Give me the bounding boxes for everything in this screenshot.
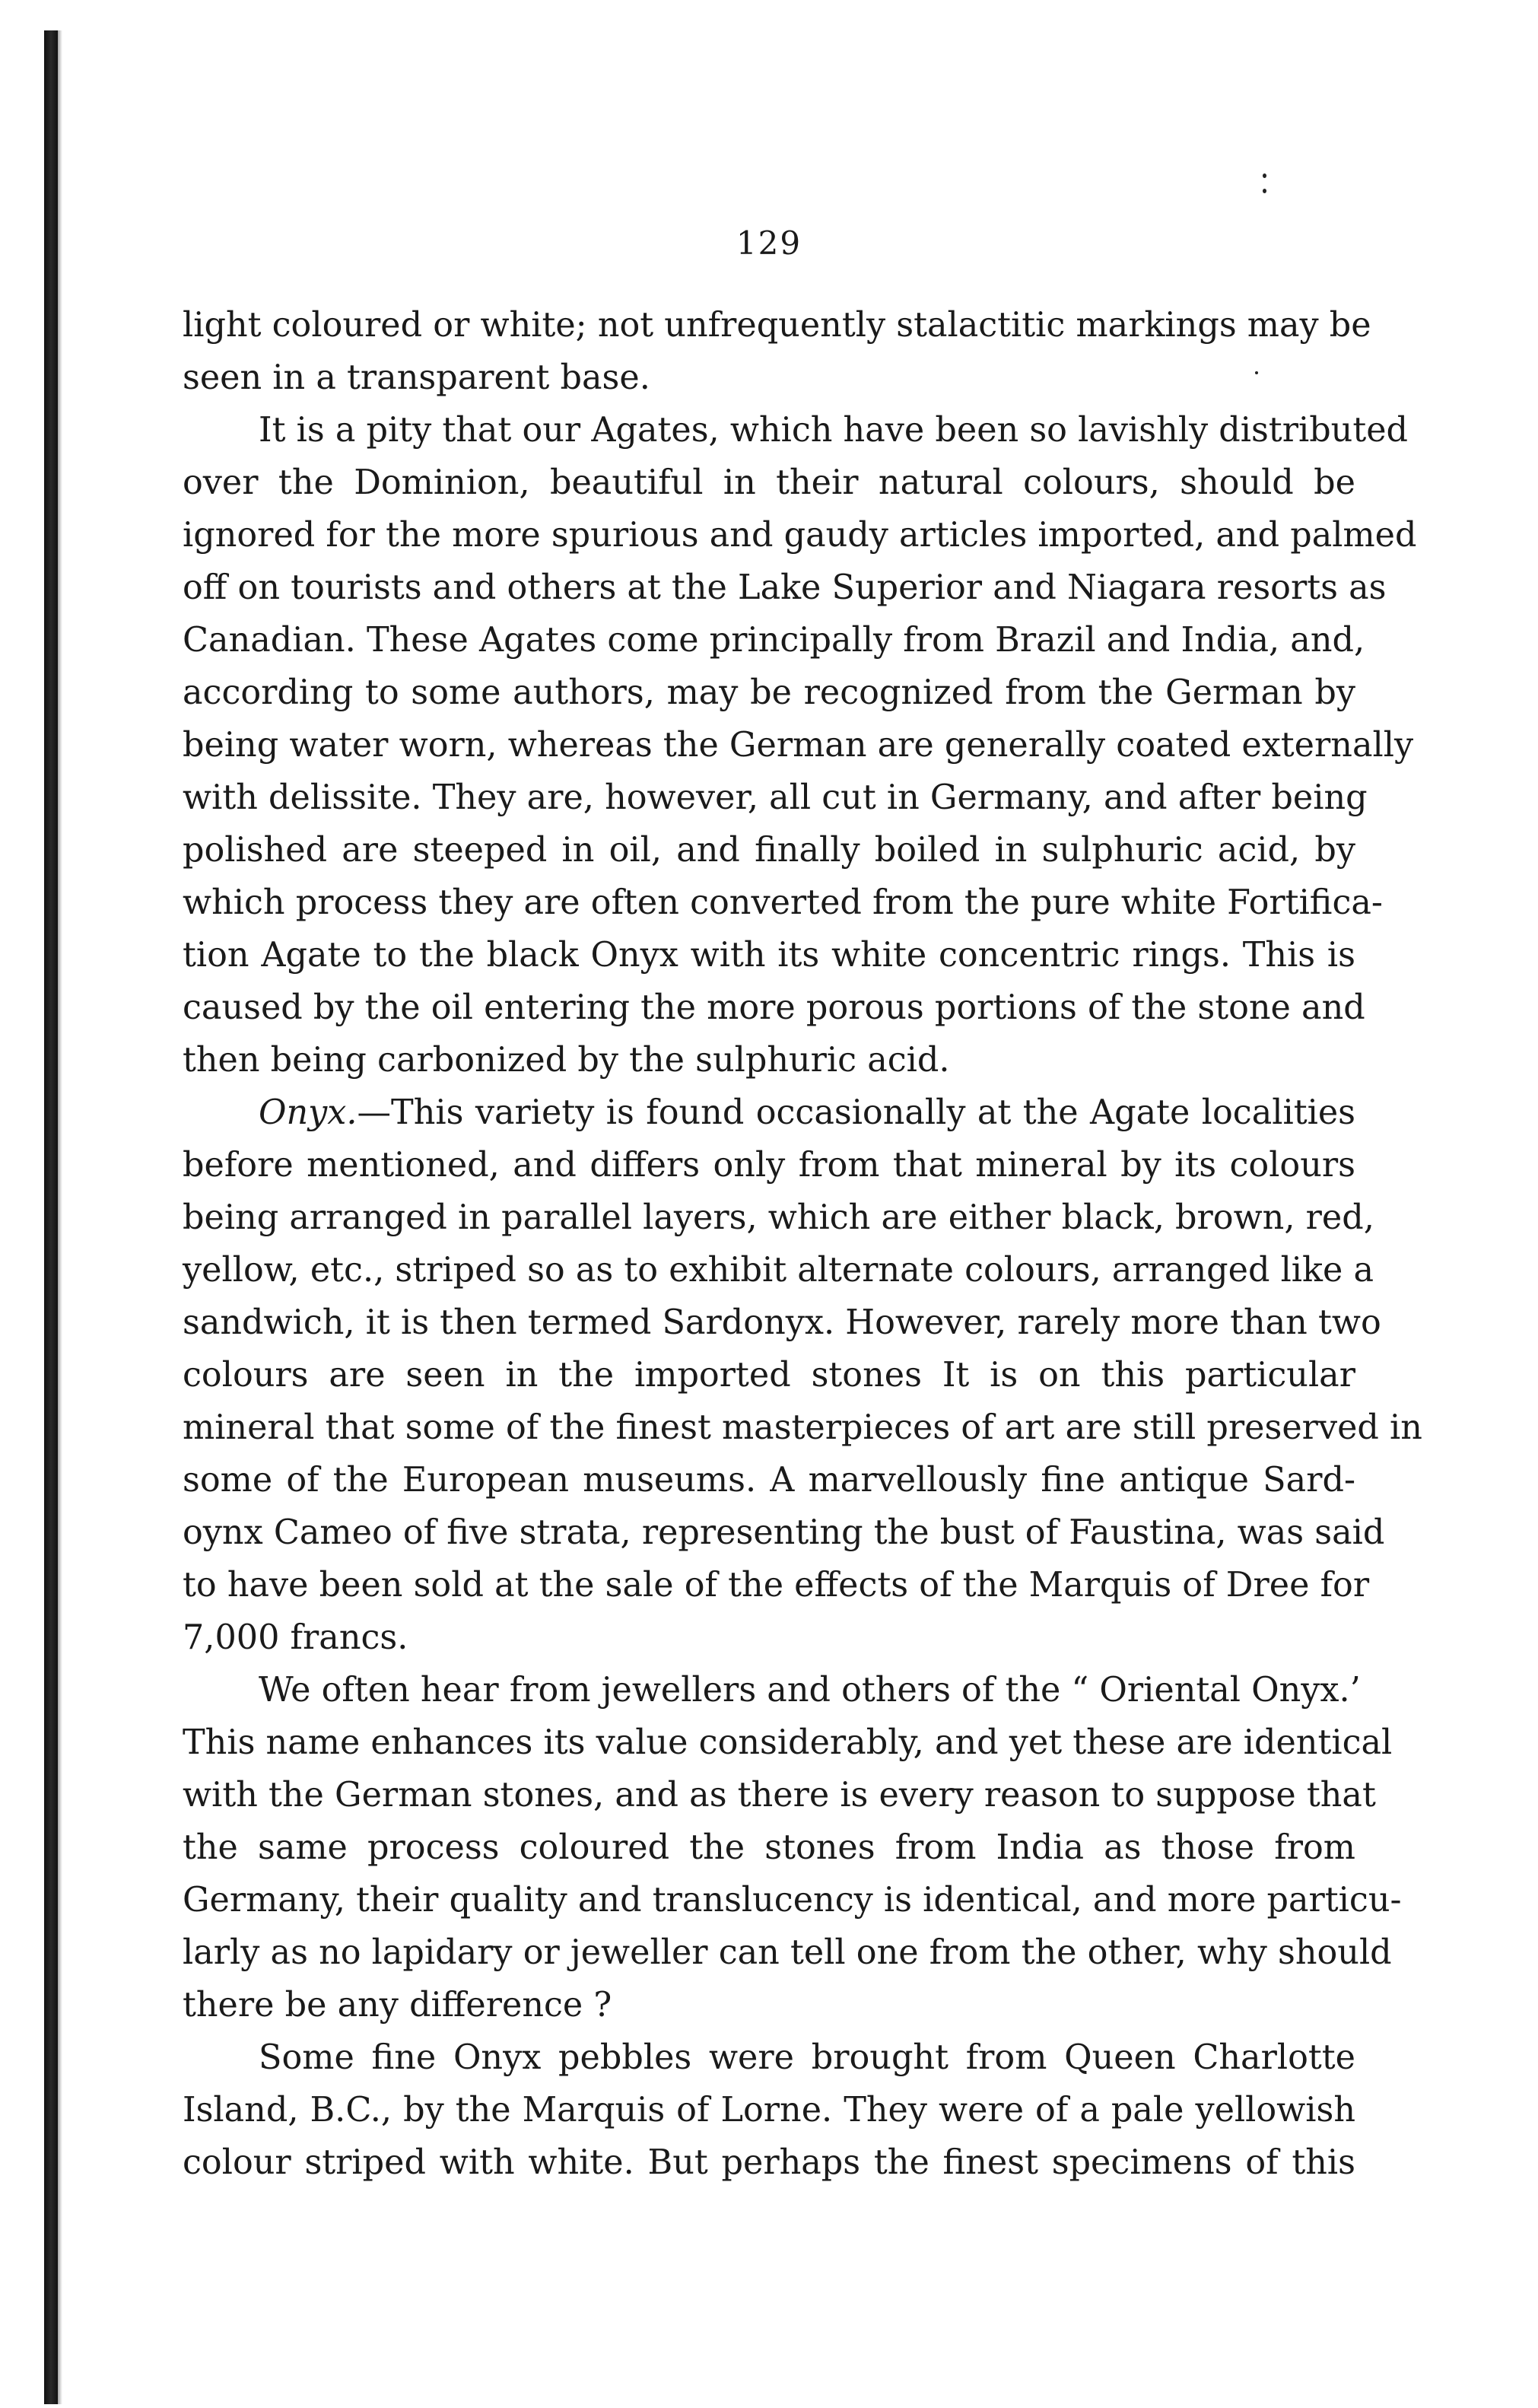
paragraph-oriental-onyx bbox=[183, 1664, 1402, 2031]
text-line bbox=[183, 1086, 1355, 1139]
text-line: Some fine Onyx pebbles were brought from Queen Charlotte bbox=[259, 2038, 1355, 2077]
text-line: being water worn, whereas the German are generally coated externally bbox=[183, 726, 1414, 765]
text-line: being arranged in parallel layers, which are either black, brown, red, bbox=[183, 1198, 1374, 1237]
text-line: Island, B.C., by the Marquis of Lorne. They were of a pale yellowish bbox=[183, 2091, 1355, 2130]
paragraph-agates bbox=[183, 404, 1417, 1086]
text-line: mineral that some of the finest masterpieces of art are still preserved in bbox=[183, 1408, 1422, 1447]
text-line: over the Dominion, beautiful in their natural colours, should be bbox=[183, 463, 1355, 502]
text-line: This name enhances its value considerably, and yet these are identical bbox=[183, 1723, 1393, 1762]
text-line: to have been sold at the sale of the effects of the Marquis of Dree for bbox=[183, 1566, 1370, 1605]
text-line: which process they are often converted from the pure white Fortifica- bbox=[183, 883, 1383, 922]
text-line: It is a pity that our Agates, which have been so lavishly distributed bbox=[259, 411, 1409, 450]
text-line: then being carbonized by the sulphuric acid. bbox=[183, 1041, 950, 1080]
text-line: with delissite. They are, however, all cut in Germany, and after being bbox=[183, 778, 1368, 817]
scan-binding-shadow bbox=[58, 30, 62, 2404]
section-lead-onyx: Onyx. bbox=[259, 1093, 357, 1132]
paragraph-continuation bbox=[183, 299, 1371, 404]
page-number: 129 bbox=[736, 224, 802, 262]
text-line: yellow, etc., striped so as to exhibit alternate colours, arranged like a bbox=[183, 1251, 1374, 1290]
text-line: with the German stones, and as there is every reason to suppose that bbox=[183, 1776, 1376, 1815]
text-line: off on tourists and others at the Lake Superior and Niagara resorts as bbox=[183, 568, 1387, 607]
text-line: colour striped with white. But perhaps the finest specimens of this bbox=[183, 2143, 1355, 2182]
text-line: according to some authors, may be recognized from the German by bbox=[183, 673, 1355, 712]
text-line: colours are seen in the imported stones It is on this particular bbox=[183, 1356, 1355, 1395]
scan-speck bbox=[1263, 189, 1266, 193]
text-line: there be any difference ? bbox=[183, 1986, 612, 2025]
text-line: Germany, their quality and translucency is identical, and more particu- bbox=[183, 1881, 1402, 1920]
text-line: before mentioned, and differs only from that mineral by its colours bbox=[183, 1146, 1355, 1185]
text-line: sandwich, it is then termed Sardonyx. However, rarely more than two bbox=[183, 1303, 1381, 1342]
text-line: the same process coloured the stones from India as those from bbox=[183, 1828, 1355, 1867]
text-line: some of the European museums. A marvellously fine antique Sard- bbox=[183, 1461, 1355, 1500]
scan-binding-edge bbox=[44, 30, 58, 2404]
paragraph-queen-charlotte bbox=[183, 2031, 1355, 2189]
scan-speck bbox=[1263, 173, 1266, 178]
text-line: seen in a transparent base. bbox=[183, 358, 650, 397]
text-line: caused by the oil entering the more porous portions of the stone and bbox=[183, 988, 1365, 1027]
text-line-rest: —This variety is found occasionally at the Agate localities bbox=[357, 1093, 1355, 1132]
page-body bbox=[183, 299, 1422, 2189]
text-line: light coloured or white; not unfrequently stalactitic markings may be bbox=[183, 306, 1371, 345]
text-line: Canadian. These Agates come principally from Brazil and India, and, bbox=[183, 621, 1365, 660]
text-line: 7,000 francs. bbox=[183, 1618, 408, 1657]
paragraph-onyx bbox=[183, 1086, 1422, 1664]
text-line: tion Agate to the black Onyx with its white concentric rings. This is bbox=[183, 936, 1355, 975]
text-line: larly as no lapidary or jeweller can tell one from the other, why should bbox=[183, 1933, 1392, 1972]
text-line: ignored for the more spurious and gaudy articles imported, and palmed bbox=[183, 516, 1417, 555]
text-line: polished are steeped in oil, and finally boiled in sulphuric acid, by bbox=[183, 831, 1355, 870]
text-line: We often hear from jewellers and others of the “ Oriental Onyx.’ bbox=[259, 1671, 1361, 1710]
text-line: oynx Cameo of five strata, representing the bust of Faustina, was said bbox=[183, 1513, 1385, 1552]
